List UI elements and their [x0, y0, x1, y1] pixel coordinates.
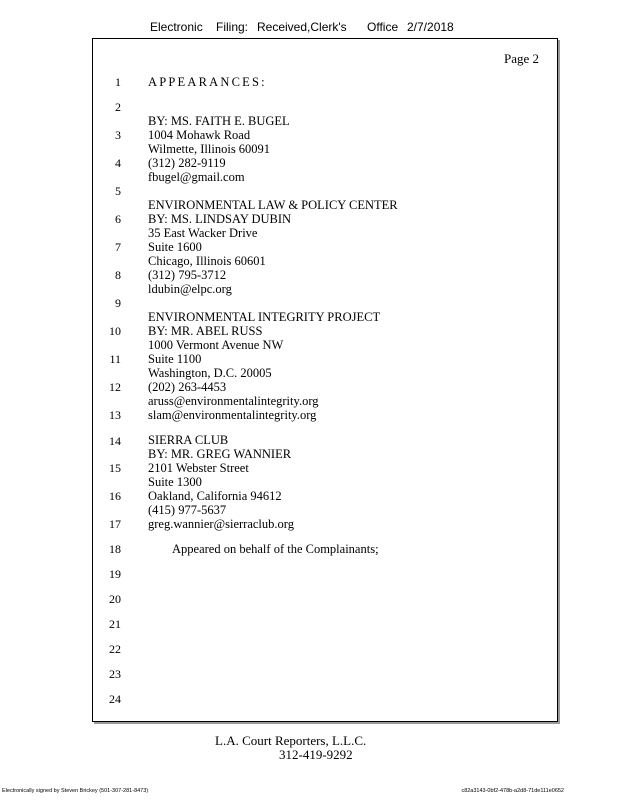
line-number: 5 — [115, 184, 121, 198]
party4-city: Oakland, California 94612 — [148, 489, 282, 503]
line-number: 18 — [109, 542, 121, 556]
party1-by: BY: MS. FAITH E. BUGEL — [148, 114, 290, 128]
electronic-signature: Electronically signed by Steven Brickey (501-307-281-8473) — [2, 788, 149, 794]
party3-email: aruss@environmentalintegrity.org — [148, 394, 319, 408]
party2-email: ldubin@elpc.org — [148, 282, 232, 296]
line-number: 2 — [115, 100, 121, 114]
line-number: 3 — [115, 128, 121, 142]
party4-email: greg.wannier@sierraclub.org — [148, 517, 294, 531]
page-number: Page 2 — [503, 51, 539, 66]
filing-label: Filing: — [216, 20, 249, 34]
party3-email: slam@environmentalintegrity.org — [148, 408, 317, 422]
line-number: 10 — [109, 324, 121, 338]
line-number: 17 — [109, 517, 121, 531]
filing-office: Office — [367, 20, 399, 34]
document-id: c82a3143-0bf2-478b-a2d8-71de111e0652 — [461, 788, 564, 794]
reporter-phone: 312-419-9292 — [279, 747, 353, 762]
party4-street: 2101 Webster Street — [148, 461, 249, 475]
reporter-company: L.A. Court Reporters, L.L.C. — [215, 733, 367, 748]
party4-phone: (415) 977-5637 — [148, 503, 227, 517]
party1-city: Wilmette, Illinois 60091 — [148, 142, 271, 156]
filing-date: 2/7/2018 — [407, 20, 454, 34]
line-number: 13 — [109, 408, 121, 422]
appearances-heading: APPEARANCES: — [148, 75, 267, 89]
line-number: 9 — [115, 296, 121, 310]
filing-stamp — [0, 20, 618, 36]
party3-street: 1000 Vermont Avenue NW — [148, 338, 284, 352]
party1-street: 1004 Mohawk Road — [148, 128, 251, 142]
party2-by: BY: MS. LINDSAY DUBIN — [148, 212, 292, 226]
party2-phone: (312) 795-3712 — [148, 268, 227, 282]
line-number: 7 — [115, 240, 121, 254]
line-number: 21 — [109, 617, 121, 631]
party1-email: fbugel@gmail.com — [148, 170, 245, 184]
party3-by: BY: MR. ABEL RUSS — [148, 324, 263, 338]
party3-suite: Suite 1100 — [148, 352, 202, 366]
line-number: 19 — [109, 567, 121, 581]
party2-suite: Suite 1600 — [148, 240, 202, 254]
party2-street: 35 East Wacker Drive — [148, 226, 258, 240]
filing-received: Received,Clerk's — [257, 20, 347, 34]
line-number: 4 — [115, 156, 121, 170]
line-number: 15 — [109, 461, 121, 475]
party2-city: Chicago, Illinois 60601 — [148, 254, 266, 268]
line-number: 6 — [115, 212, 121, 226]
line-number: 12 — [109, 380, 121, 394]
party2-org: ENVIRONMENTAL LAW & POLICY CENTER — [148, 198, 398, 212]
line-number: 8 — [115, 268, 121, 282]
filing-electronic: Electronic — [150, 20, 203, 34]
line-number: 23 — [109, 667, 121, 681]
line-number: 20 — [109, 592, 121, 606]
party3-phone: (202) 263-4453 — [148, 380, 227, 394]
behalf-statement: Appeared on behalf of the Complainants; — [172, 542, 379, 556]
party1-phone: (312) 282-9119 — [148, 156, 226, 170]
line-number: 24 — [109, 692, 121, 706]
line-number: 1 — [115, 75, 121, 89]
party4-suite: Suite 1300 — [148, 475, 202, 489]
party3-city: Washington, D.C. 20005 — [148, 366, 272, 380]
line-number: 16 — [109, 489, 121, 503]
party4-org: SIERRA CLUB — [148, 433, 229, 447]
party4-by: BY: MR. GREG WANNIER — [148, 447, 292, 461]
line-number: 11 — [109, 352, 121, 366]
party3-org: ENVIRONMENTAL INTEGRITY PROJECT — [148, 310, 381, 324]
line-number: 22 — [109, 642, 121, 656]
line-number: 14 — [109, 434, 121, 448]
transcript-page — [92, 38, 558, 722]
